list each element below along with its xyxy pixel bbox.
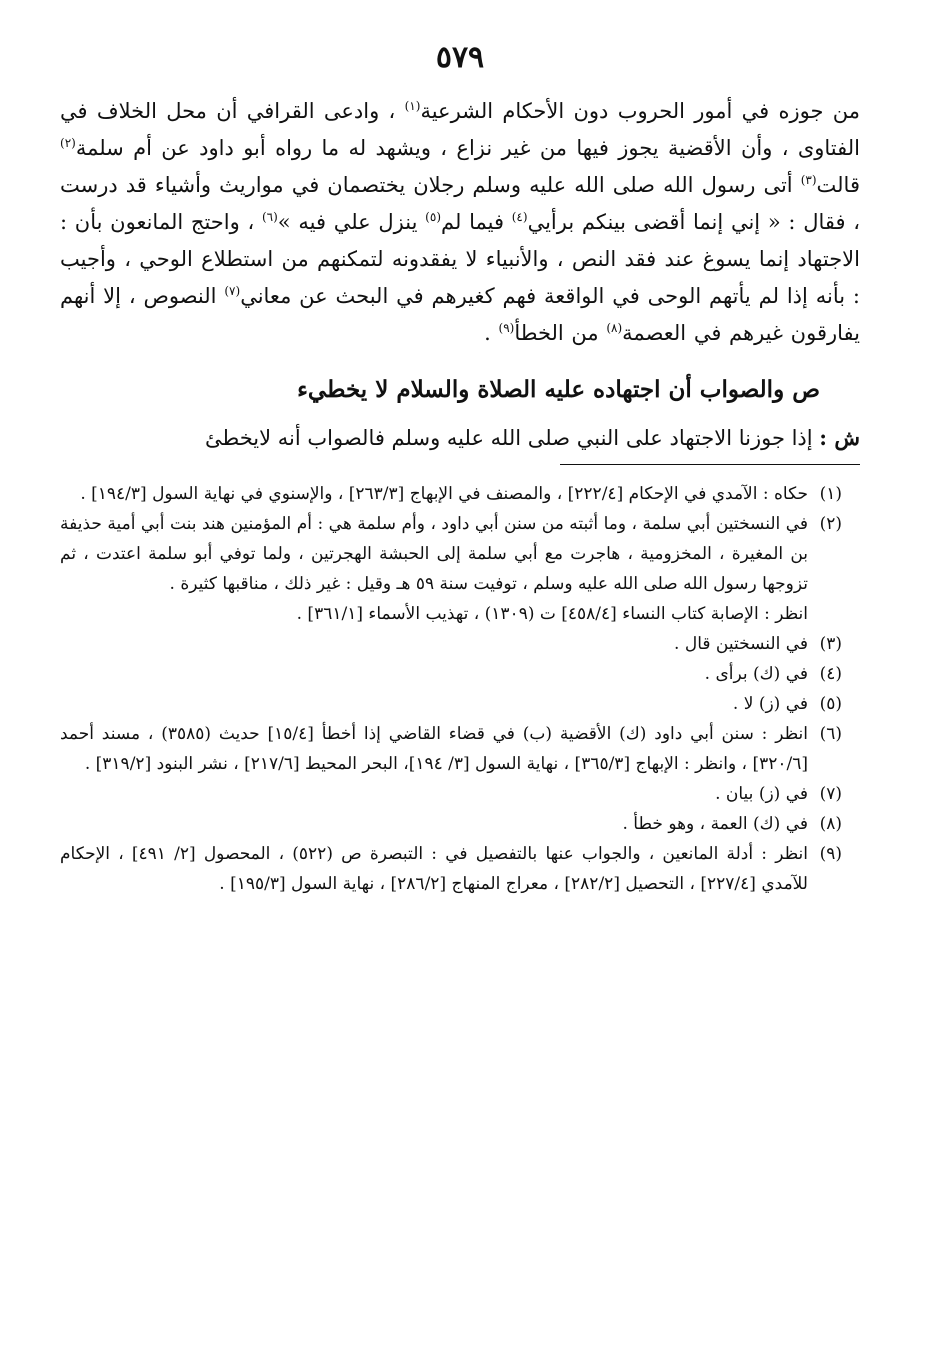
- footnote-text: في (ك) العمة ، وهو خطأ .: [622, 814, 808, 834]
- text-segment: فيما لم: [441, 210, 512, 234]
- footnote-1: [60, 479, 842, 509]
- footnote-number: (٢): [819, 514, 842, 534]
- text-segment: ينزل علي فيه »: [277, 210, 426, 234]
- commentary-text: إذا جوزنا الاجتهاد على النبي صلى الله عليه وسلم فالصواب أنه لايخطئ: [204, 426, 820, 450]
- footnote-text: انظر : الإصابة كتاب النساء [٤٥٨/٤] ت (١٣٠٩) ، تهذيب الأسماء [٣٦١/١] .: [296, 604, 808, 624]
- text-segment: ، واحتج المانعون بأن : الاجتهاد إنما يسوغ عند فقد النص ، والأنبياء لا يفقدونه لتمكنهم من استطلاع الوحي ، وأجيب : بأنه إذا لم يأتهم الوحى في الواقعة فهم كغيرهم في البحث عن معاني: [60, 210, 860, 308]
- footnote-3: [60, 629, 842, 659]
- footnote-text: في النسختين قال .: [674, 634, 808, 654]
- footnote-text: انظر : أدلة المانعين ، والجواب عنها بالتفصيل في : التبصرة ص (٥٢٢) ، المحصول [٢/ ٤٩١] ، الإحكام للآمدي [٢٢٧/٤] ، التحصيل [٢٨٢/٢] ، معراج المنهاج [٢٨٦/٢] ، نهاية السول [١٩٥/٣] .: [60, 844, 808, 894]
- footnote-text: في (ك) برأى .: [704, 664, 808, 684]
- footnote-text: في النسختين أبي سلمة ، وما أثبته من سنن أبي داود ، وأم سلمة هي : أم المؤمنين هند بنت أبي أمية حذيفة بن المغيرة ، المخزومية ، هاجرت مع أبي سلمة إلى الحبشة الهجرتين ، ولما توفي أبو سلمة اعتدت ، ثم تزوجها رسول الله صلى الله عليه وسلم ، توفيت سنة ٥٩ هـ وقيل : غير ذلك ، مناقبها كثيرة .: [60, 514, 808, 594]
- footnote-number: (١): [819, 484, 842, 504]
- footnote-ref[interactable]: (٥): [425, 210, 441, 224]
- footnote-ref[interactable]: (٨): [606, 321, 623, 335]
- document-page: [60, 40, 860, 899]
- footnote-number: (٤): [819, 664, 842, 684]
- footnote-2: [60, 509, 842, 599]
- footnote-ref[interactable]: (٢): [60, 136, 76, 150]
- commentary-marker: ش :: [819, 425, 860, 450]
- text-segment: .: [484, 321, 499, 345]
- footnote-6: [60, 719, 842, 779]
- footnote-8: [60, 809, 842, 839]
- footnote-text: في (ز) لا .: [732, 694, 808, 714]
- text-segment: قالت: [816, 173, 860, 197]
- footnote-text: في (ز) بيان .: [715, 784, 808, 804]
- text-segment: النصوص ، إلا أنهم يفارقون غيرهم في العصمة: [60, 284, 860, 345]
- footnote-4: [60, 659, 842, 689]
- text-segment: أتى رسول الله صلى الله عليه وسلم رجلان يختصمان في مواريث وأشياء قد درست ، فقال : « إني إنما أقضى بينكم برأيي: [60, 173, 861, 234]
- footnote-7: [60, 779, 842, 809]
- footnote-number: (٨): [819, 814, 842, 834]
- footnote-number: (٣): [819, 634, 842, 654]
- footnote-number: (٥): [819, 694, 842, 714]
- text-segment: من الخطأ: [514, 321, 607, 345]
- footnote-ref[interactable]: (٣): [800, 173, 817, 187]
- footnote-number: (٧): [819, 784, 842, 804]
- footnote-divider: [560, 464, 860, 465]
- main-text: [60, 93, 860, 352]
- footnote-number: (٦): [819, 724, 842, 744]
- footnote-ref[interactable]: (٩): [498, 321, 515, 335]
- section-heading: ص والصواب أن اجتهاده عليه الصلاة والسلام لا يخطيء: [297, 376, 820, 403]
- footnote-text: حكاه : الآمدي في الإحكام [٢٢٢/٤] ، والمصنف في الإبهاج [٢٦٣/٣] ، والإسنوي في نهاية السول [١٩٤/٣] .: [80, 484, 808, 504]
- footnote-text: انظر : سنن أبي داود (ك) الأقضية (ب) في قضاء القاضي إذا أخطأ [١٥/٤] حديث (٣٥٨٥) ، مسند أحمد [٣٢٠/٦] ، وانظر : الإبهاج [٣٦٥/٣] ، نهاية السول [٣/ ١٩٤]، البحر المحيط [٢١٧/٦] ، نشر البنود [٣١٩/٢] .: [60, 724, 808, 774]
- footnote-2-reference: [60, 599, 842, 629]
- footnote-ref[interactable]: (١): [404, 99, 421, 113]
- commentary-line: [60, 420, 860, 456]
- text-segment: ، وادعى القرافي أن محل الخلاف في الفتاوى ، وأن الأقضية يجوز فيها من غير نزاع ، ويشهد له ما رواه أبو داود عن أم سلمة: [60, 99, 860, 160]
- footnote-9: [60, 839, 842, 899]
- footnote-ref[interactable]: (٦): [261, 210, 278, 224]
- footnote-5: [60, 689, 842, 719]
- footnotes-section: [60, 479, 842, 899]
- page-number: ٥٧٩: [435, 40, 485, 75]
- footnote-number: (٩): [819, 844, 842, 864]
- footnote-ref[interactable]: (٤): [511, 210, 528, 224]
- footnote-ref[interactable]: (٧): [224, 284, 241, 298]
- text-segment: من جوزه في أمور الحروب دون الأحكام الشرعية: [420, 99, 860, 123]
